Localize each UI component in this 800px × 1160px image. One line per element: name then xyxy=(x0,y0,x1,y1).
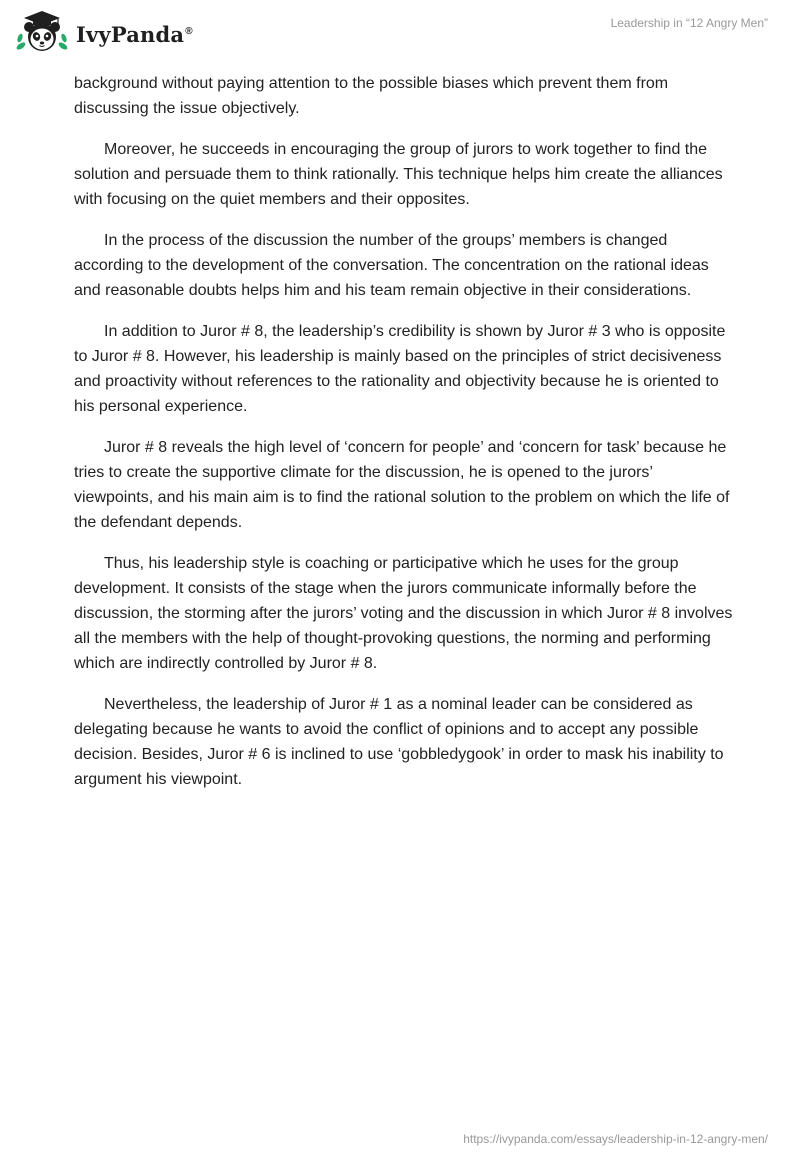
paragraph: Moreover, he succeeds in encouraging the group of jurors to work together to find the solution and persuade them to think rationally. This technique helps him create the alliances with focusing on the quiet members and their opposites. xyxy=(74,141,723,208)
logo-text: IvyPanda xyxy=(76,21,185,47)
document-title: Leadership in “12 Angry Men” xyxy=(610,16,768,30)
logo-wordmark xyxy=(76,22,193,47)
ivypanda-logo[interactable] xyxy=(14,8,193,56)
registered-mark: ® xyxy=(185,25,193,37)
page-header xyxy=(0,0,800,70)
paragraph: background without paying attention to the possible biases which prevent them from discussing the issue objectively. xyxy=(74,75,669,117)
paragraph: In addition to Juror # 8, the leadership’s credibility is shown by Juror # 3 who is opposite to Juror # 8. However, his leadership is mainly based on the principles of strict decisiveness and proactivity without references to the rationality and objectivity because he is oriented to his personal experience. xyxy=(74,323,726,415)
paragraph: In the process of the discussion the number of the groups’ members is changed according to the development of the conversation. The concentration on the rational ideas and reasonable doubts helps him and his team remain objective in their considerations. xyxy=(74,232,709,299)
panda-graduate-icon xyxy=(14,8,70,56)
essay-body xyxy=(74,71,734,808)
source-url[interactable]: https://ivypanda.com/essays/leadership-in-12-angry-men/ xyxy=(463,1132,768,1146)
paragraph: Nevertheless, the leadership of Juror # 1 as a nominal leader can be considered as delegating because he wants to avoid the conflict of opinions and to accept any possible decision. Besides, Juror # 6 is inclined to use ‘gobbledygook’ in order to mask his inability to argument his viewpoint. xyxy=(74,696,724,788)
paragraph: Thus, his leadership style is coaching or participative which he uses for the group development. It consists of the stage when the jurors communicate informally before the discussion, the storming after the jurors’ voting and the discussion in which Juror # 8 involves all the members with the help of thought-provoking questions, the norming and performing which are indirectly controlled by Juror # 8. xyxy=(74,555,733,672)
paragraph: Juror # 8 reveals the high level of ‘concern for people’ and ‘concern for task’ because he tries to create the supportive climate for the discussion, he is opened to the jurors’ viewpoints, and his main aim is to find the rational solution to the problem on which the life of the defendant depends. xyxy=(74,439,730,531)
